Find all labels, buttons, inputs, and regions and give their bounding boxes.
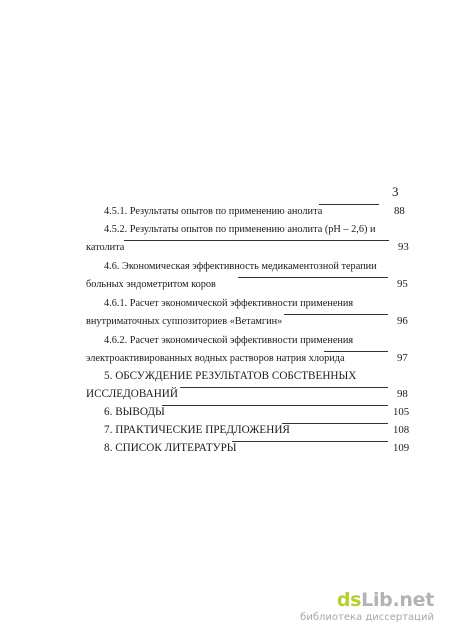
toc-entry-title: 4.5.1. Результаты опытов по применению анолита [104,206,323,217]
leader-line [162,405,388,406]
toc-entry-title: 4.5.2. Результаты опытов по применению анолита (pH – 2,6) и [104,224,376,235]
toc-entry[interactable] [0,204,450,219]
toc-entry-title: 7. ПРАКТИЧЕСКИЕ ПРЕДЛОЖЕНИЯ [104,424,290,436]
toc-entry[interactable] [0,387,450,402]
toc-entry-page: 88 [394,205,405,217]
toc-entry[interactable] [0,441,450,456]
toc-entry-page: 105 [393,406,410,418]
toc-entry-title: католита [86,242,125,253]
leader-line [232,441,388,442]
leader-line [124,240,389,241]
toc-entry-title: внутриматочных суппозиториев «Ветамгин» [86,316,283,327]
toc-entry-title: 8. СПИСОК ЛИТЕРАТУРЫ [104,442,237,454]
toc-entry-title: больных эндометритом коров [86,279,216,290]
toc-entry-page: 108 [393,424,410,436]
toc-entry-page: 97 [397,352,408,364]
toc-entry-page: 95 [397,278,408,290]
leader-line [319,204,379,205]
toc-entry[interactable] [0,405,450,420]
toc-entry-title: 4.6.2. Расчет экономической эффективности применения [104,335,354,346]
toc-entry[interactable] [0,277,450,292]
toc-entry-title: 6. ВЫВОДЫ [104,406,165,418]
toc-entry-title: 4.6.1. Расчет экономической эффективности применения [104,298,354,309]
leader-line [282,423,388,424]
toc-entry-page: 109 [393,442,410,454]
toc-entry[interactable] [0,423,450,438]
toc-entry[interactable] [0,333,450,348]
toc-entry-title: 5. ОБСУЖДЕНИЕ РЕЗУЛЬТАТОВ СОБСТВЕННЫХ [104,370,357,382]
watermark-logo [300,589,434,611]
toc-entry[interactable] [0,222,450,237]
toc-entry[interactable] [0,259,450,274]
watermark-subtitle: библиотека диссертаций [300,612,434,623]
toc-entry-title: ИССЛЕДОВАНИЙ [86,388,178,400]
leader-line [238,277,388,278]
leader-line [324,351,388,352]
toc-entry-page: 93 [398,241,409,253]
logo-suffix: Lib.net [361,589,434,611]
logo-prefix: ds [336,589,362,611]
toc-entry[interactable] [0,369,450,384]
leader-line [180,387,388,388]
leader-line [284,314,388,315]
page-number: 3 [392,184,399,199]
watermark[interactable] [300,589,434,624]
toc-entry-title: электроактивированных водных растворов натрия хлорида [86,353,345,364]
toc-entry-page: 98 [397,388,408,400]
toc-entry[interactable] [0,314,450,329]
toc-entry-page: 96 [397,315,408,327]
toc-entry-title: 4.6. Экономическая эффективность медикаментозной терапии [104,261,377,272]
toc-entry[interactable] [0,296,450,311]
toc-entry[interactable] [0,240,450,255]
toc-entry[interactable] [0,351,450,366]
